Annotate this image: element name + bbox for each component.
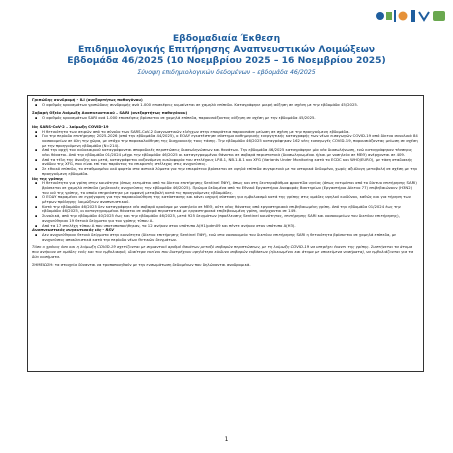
list-item: ▪ Η θετικότητα για γρίπη στην κοινότητα (όπως εκτιμάται από το δίκτυο επιτήρησης Sentinel ΠΦΥ), όπως και στη δευτεροβάθμια φροντίδα υγείας (όπως εκτιμάται από το δίκτυο επιτήρησης SARI) βρίσκεται σε χαμηλά επίπεδα (μηδενικές ανιχνεύσεις την εβδομάδα 46/2025). Πρώιμα δεδομένα από το Εθνικό Εργαστήριο Αναφοράς Βακτηρίων (Εργαστήριο Δίκτυο 77) επιβεβαιώνουν (Η3Ν2) του ιού της γρίπης, το οποίο επηρεάστηκε με εμφανή μεταβολή κατά τις προηγούμενες εβδομάδες.	[42, 181, 419, 195]
report-title-line-1: Εβδομαδιαία Έκθεση	[172, 33, 281, 44]
list-item: ▪ Ο ΕΟΔΥ παραμένει σε εγρήγορση για την παρακολούθηση της κατάστασης και κάνει ισχυρή σύσταση για εμβολιασμό κατά της γρίπης στις ομάδες υψηλού κινδύνου, καθώς και για τήρηση των μέτρων πρόληψης λοιμώξεων αναπνευστικού.	[42, 195, 419, 204]
list-item: ▪ Σε εθνικό επίπεδο, το σταθμισμένο ιικό φορτίο στα αστικά λύματα για την επικράτεια βρίσκεται σε υψηλά επίπεδα συγκριτικά με τα ιστορικά δεδομένα, χωρίς αξιόλογη μεταβολή σε σχέση με την προηγούμενη εβδομάδα.	[42, 167, 419, 176]
report-title-line-3: Εβδομάδα 46/2025 (10 Νοεμβρίου 2025 – 16 Νοεμβρίου 2025)	[67, 55, 386, 66]
report-title-line-2: Επιδημιολογικής Επιτήρησης Αναπνευστικών Λοιμώξεων	[78, 44, 375, 55]
list-item: ▪ Από τα τέλη της άνοιξης και μετά, καταγράφεται αυξανόμενη κυκλοφορία του στελέχους LP.8.1, NB.1.8.1 και XFG (Variants Under Monitoring κατά το ECDC και WHO/EURO), με τάση σταδιακής ανόδου της XFG, που είναι επί του παρόντος το επικρατές στέλεχος στις ανιχνεύσεις.	[42, 158, 419, 167]
list-item: ▪ Συνολικά, από την εβδομάδα 40/2025 έως και την εβδομάδα 46/2025, μετά 925 δειγμάτων (προέλευσης Sentinel κοινότητας, επιτήρησης SARI και νοσοκομείων του δικτύου επιτήρησης), ανιχνεύθηκαν 19 θετικά δείγματα για τον γρίπης τύπου Α.	[42, 214, 419, 223]
list-item: ▪ Ο αριθμός κρουσμάτων γριπώδους συνδρομής ανά 1.000 επισκέψεις κυμαίνεται σε χαμηλά επίπεδα. Καταγράφηκε μικρή αύξηση σε σχέση με την εβδομάδα 45/2025.	[42, 103, 419, 108]
section-list-rsv	[32, 233, 419, 242]
section-list-sari	[32, 116, 419, 121]
section-title-influenza: Ιός της γρίπης	[32, 175, 64, 181]
summary-box	[27, 95, 424, 372]
closing-paragraph: Τόσο ο χρόνος όσο και η λοίμωξη COVID-19 σχετίζονται με σημαντικό αριθμό θανάτων μεταξύ σοβαρών περιπτώσεων, με τη λοίμωξη COVID-19 να υπερέχει έναντι της γρίπης. Συστήνεται τα άτομα που ανήκουν σε ομάδες ενός και του εμβολιασμό, ιδιαίτερα εκείνοι που διατρέχουν υψηλότερο κίνδυνο σοβαρών εκβάσεων (ηλικιωμένοι και άτομα με υποκείμενα νοσήματα), να εμβολιάζονται για τα δύο νοσήματα.	[32, 244, 414, 259]
section-list-covid	[32, 130, 419, 177]
section-list-ili	[32, 103, 419, 108]
section-title-ili: Γριπώδης συνδρομή - ILI (ανεξαρτήτως παθογόνου)	[32, 97, 143, 102]
eody-logo	[374, 6, 448, 26]
section-title-sari: Σοβαρή Οξεία Λοίμωξη Αναπνευστικού – SARI (ανεξαρτήτως παθογόνου)	[32, 110, 188, 116]
report-header	[0, 33, 453, 77]
section-title-covid: Ιός SARS-CoV-2 – λοίμωξη COVID-19	[32, 123, 109, 129]
page-number: 1	[224, 436, 229, 443]
list-item: ▪ Δεν ανιχνεύθηκαν θετικά δείγματα στην κοινότητα (δίκτυο επιτήρησης Sentinel ΠΦΥ), ενώ στα νοσοκομεία του δικτύου επιτήρησης SARI η θετικότητα βρίσκεται σε χαμηλά επίπεδα, με ανιχνεύσεις αποκλειστικά κατά την περίοδο νέων Θετικών δειγμάτων.	[42, 233, 419, 242]
report-subtitle: Σύνοψη επιδημιολογικών δεδομένων – εβδομάδα 46/2025	[137, 69, 316, 76]
list-item: ▪ Για την περίοδο επιτήρησης 2025-2026 (από την εβδομάδα 44/2025), ο ΕΟΔΥ εγκατέστησε σύστημα καθημερινής ενεργητικής καταγραφής των νέων εισαγωγών COVID-19 από δίκτυο συνολικά 84 νοσοκομείων σε όλη την χώρα, με στόχο την παρακολούθηση της διαχρονικής τους τάσης. Την εβδομάδα 46/2025 καταγράφηκαν 162 νέες εισαγωγές COVID-19, παρουσιάζοντας μείωση σε σχέση με την προηγούμενη εβδομάδα (N=214).	[42, 134, 419, 148]
note-paragraph: ΣΗΜΕΙΩΣΗ: τα στοιχεία δύνανται να τροποποιηθούν με την ενσωμάτωση δεδομένων που δηλώνονται αναδρομικά.	[32, 261, 251, 267]
list-item: ▪ Από την αρχή του καλοκαιριού καταγράφονται σποραδικές περιπτώσεις διασωληνώσεων και θανάτων. Την εβδομάδα 46/2025 καταγράφηκε μία νέα διασωλήνωση, ενώ καταγράφηκαν τέσσερις νέοι θάνατοι. Από την εβδομάδα 01/2024 μέχρι την εβδομάδα 46/2025 οι καταγεγραμμένοι θάνατοι σε σοβαρά περιστατικά (διασωληνωμένοι ή/και με νοσηλεία σε ΜΕΘ) ανέρχονται σε 409.	[42, 148, 419, 157]
section-list-influenza	[32, 181, 419, 228]
list-item: ▪ Η θετικότητα των σειρών από το σύνολο των SARS-CoV-2 διαγνωστικών ελέγχων στην επικράτεια παρουσιάσε μείωση σε σχέση με την προηγούμενη εβδομάδα.	[42, 130, 419, 135]
list-item: ▪ Από τα 17 στελέχη τύπου Α που υποτυποποιήθηκαν, τα 12 ανήκαν στον υπότυπο A(H1)pdm09 και πέντε ανήκαν στον υπότυπο A(H3).	[42, 224, 419, 229]
list-item: ▪ Ο αριθμός κρουσμάτων SARI ανά 1.000 επισκέψεις βρίσκεται σε χαμηλά επίπεδα, παρουσιάζοντας αύξηση σε σχέση με την εβδομάδα 45/2025.	[42, 116, 419, 121]
section-title-rsv: Αναπνευστικός συγκυτιακός ιός - RSV	[32, 227, 115, 233]
list-item: ▪ Κατά την εβδομάδα 46/2025 δεν καταγράφηκε νέο σοβαρό κρούσμα με νοσηλεία σε ΜΕΘ, ούτε νέος θάνατος από εργαστηριακά επιβεβαιωμένη γρίπη. Από την εβδομάδα 01/2024 έως την εβδομάδα 46/2025, οι καταγεγραμμένοι θάνατοι σε σοβαρά περιστατικά με εργαστηριακά επιβεβαιωμένη γρίπη, ανέρχονται σε 149.	[42, 205, 419, 214]
